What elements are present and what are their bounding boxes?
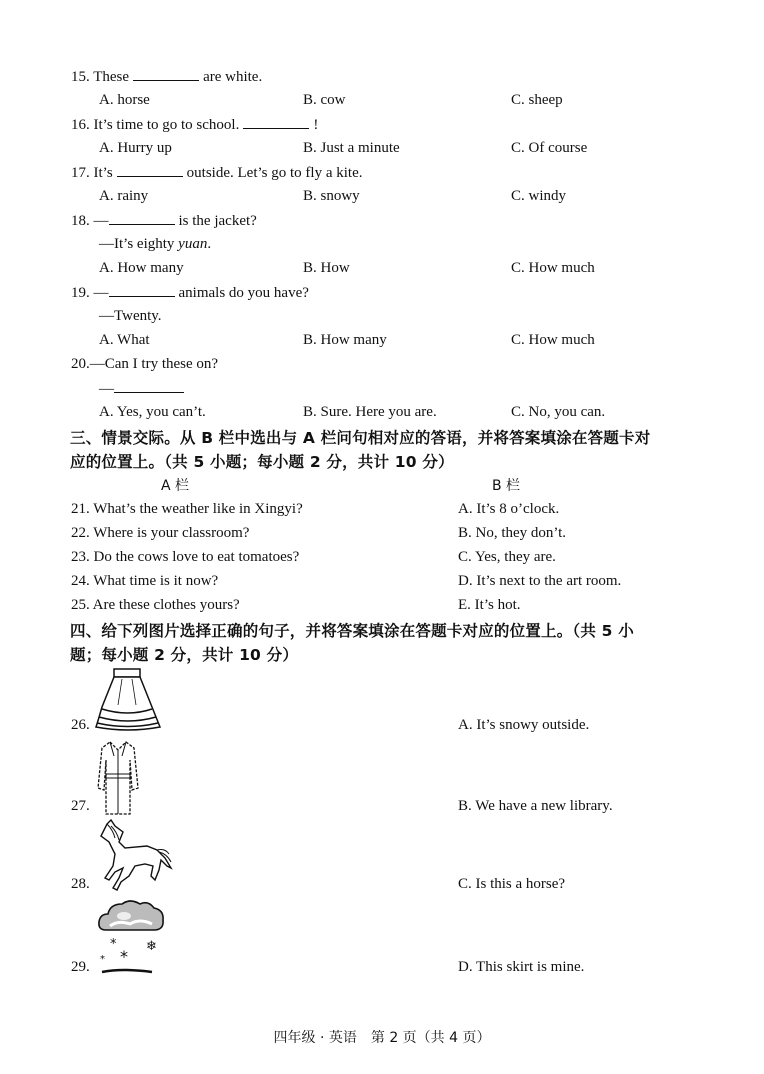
q19-option-c: C. How much [511,332,595,348]
q16-option-c: C. Of course [511,140,588,156]
picture-question-28: 28. [71,876,90,892]
q20-option-a: A. Yes, you can’t. [99,404,206,420]
svg-text:*: * [120,947,128,966]
section-4-title-line-2: 题；每小题 2 分，共计 10 分） [70,646,299,664]
picture-option-a: A. It’s snowy outside. [458,717,590,733]
q15-option-b: B. cow [303,92,346,108]
picture-option-d: D. This skirt is mine. [458,959,585,975]
match-answer-b: B. No, they don’t. [458,525,567,541]
question-16: 16. It’s time to go to school. ! [71,114,318,135]
match-question-21: 21. What’s the weather like in Xingyi? [71,501,303,517]
q19-option-b: B. How many [303,332,387,348]
q16-option-b: B. Just a minute [303,140,400,156]
picture-question-26: 26. [71,717,90,733]
q20-option-b: B. Sure. Here you are. [303,404,437,420]
question-18: 18. — is the jacket? [71,210,257,231]
q18-option-b: B. How [303,260,350,276]
answer-blank [243,114,309,129]
picture-option-c: C. Is this a horse? [458,876,566,892]
picture-option-b: B. We have a new library. [458,798,613,814]
snow-cloud-icon [96,896,166,976]
svg-text:❄: ❄ [146,939,157,954]
q19-reply: —Twenty. [99,308,162,324]
section-4-title-line-1: 四、给下列图片选择正确的句子，并将答案填涂在答题卡对应的位置上。（共 5 小 [70,622,634,640]
question-19: 19. — animals do you have? [71,282,309,303]
match-question-24: 24. What time is it now? [71,573,219,589]
q17-option-c: C. windy [511,188,567,204]
horse-icon [95,818,173,892]
answer-blank [109,210,175,225]
q18-option-c: C. How much [511,260,595,276]
match-answer-d: D. It’s next to the art room. [458,573,622,589]
q20-reply: — [99,378,188,399]
q19-option-a: A. What [99,332,150,348]
skirt-icon [94,667,162,735]
q15-option-a: A. horse [99,92,150,108]
q18-reply: —It’s eighty yuan. [99,236,212,252]
question-17: 17. It’s outside. Let’s go to fly a kite. [71,162,362,183]
section-3-title-line-2: 应的位置上。（共 5 小题；每小题 2 分，共计 10 分） [70,453,454,471]
match-answer-c: C. Yes, they are. [458,549,556,565]
answer-blank [117,162,183,177]
section-3-title-line-1: 三、情景交际。从 B 栏中选出与 A 栏问句相对应的答语，并将答案填涂在答题卡对 [70,429,651,447]
picture-question-27: 27. [71,798,90,814]
q18-option-a: A. How many [99,260,184,276]
q16-option-a: A. Hurry up [99,140,172,156]
picture-question-29: 29. [71,959,90,975]
page-footer: 四年级 · 英语 第 2 页（共 4 页） [273,1030,491,1046]
column-a-header: A 栏 [161,478,190,494]
column-b-header: B 栏 [492,478,521,494]
match-answer-a: A. It’s 8 o’clock. [458,501,560,517]
svg-text:*: * [100,954,105,965]
answer-blank [109,282,175,297]
q17-option-b: B. snowy [303,188,360,204]
q20-option-c: C. No, you can. [511,404,606,420]
answer-blank [133,66,199,81]
match-answer-e: E. It’s hot. [458,597,521,613]
answer-blank [114,378,184,393]
question-20: 20.—Can I try these on? [71,356,219,372]
match-question-22: 22. Where is your classroom? [71,525,250,541]
svg-text:*: * [110,937,117,952]
q17-option-a: A. rainy [99,188,149,204]
q15-option-c: C. sheep [511,92,563,108]
question-15: 15. These are white. [71,66,262,87]
match-question-23: 23. Do the cows love to eat tomatoes? [71,549,300,565]
match-question-25: 25. Are these clothes yours? [71,597,240,613]
coat-icon [96,738,140,816]
